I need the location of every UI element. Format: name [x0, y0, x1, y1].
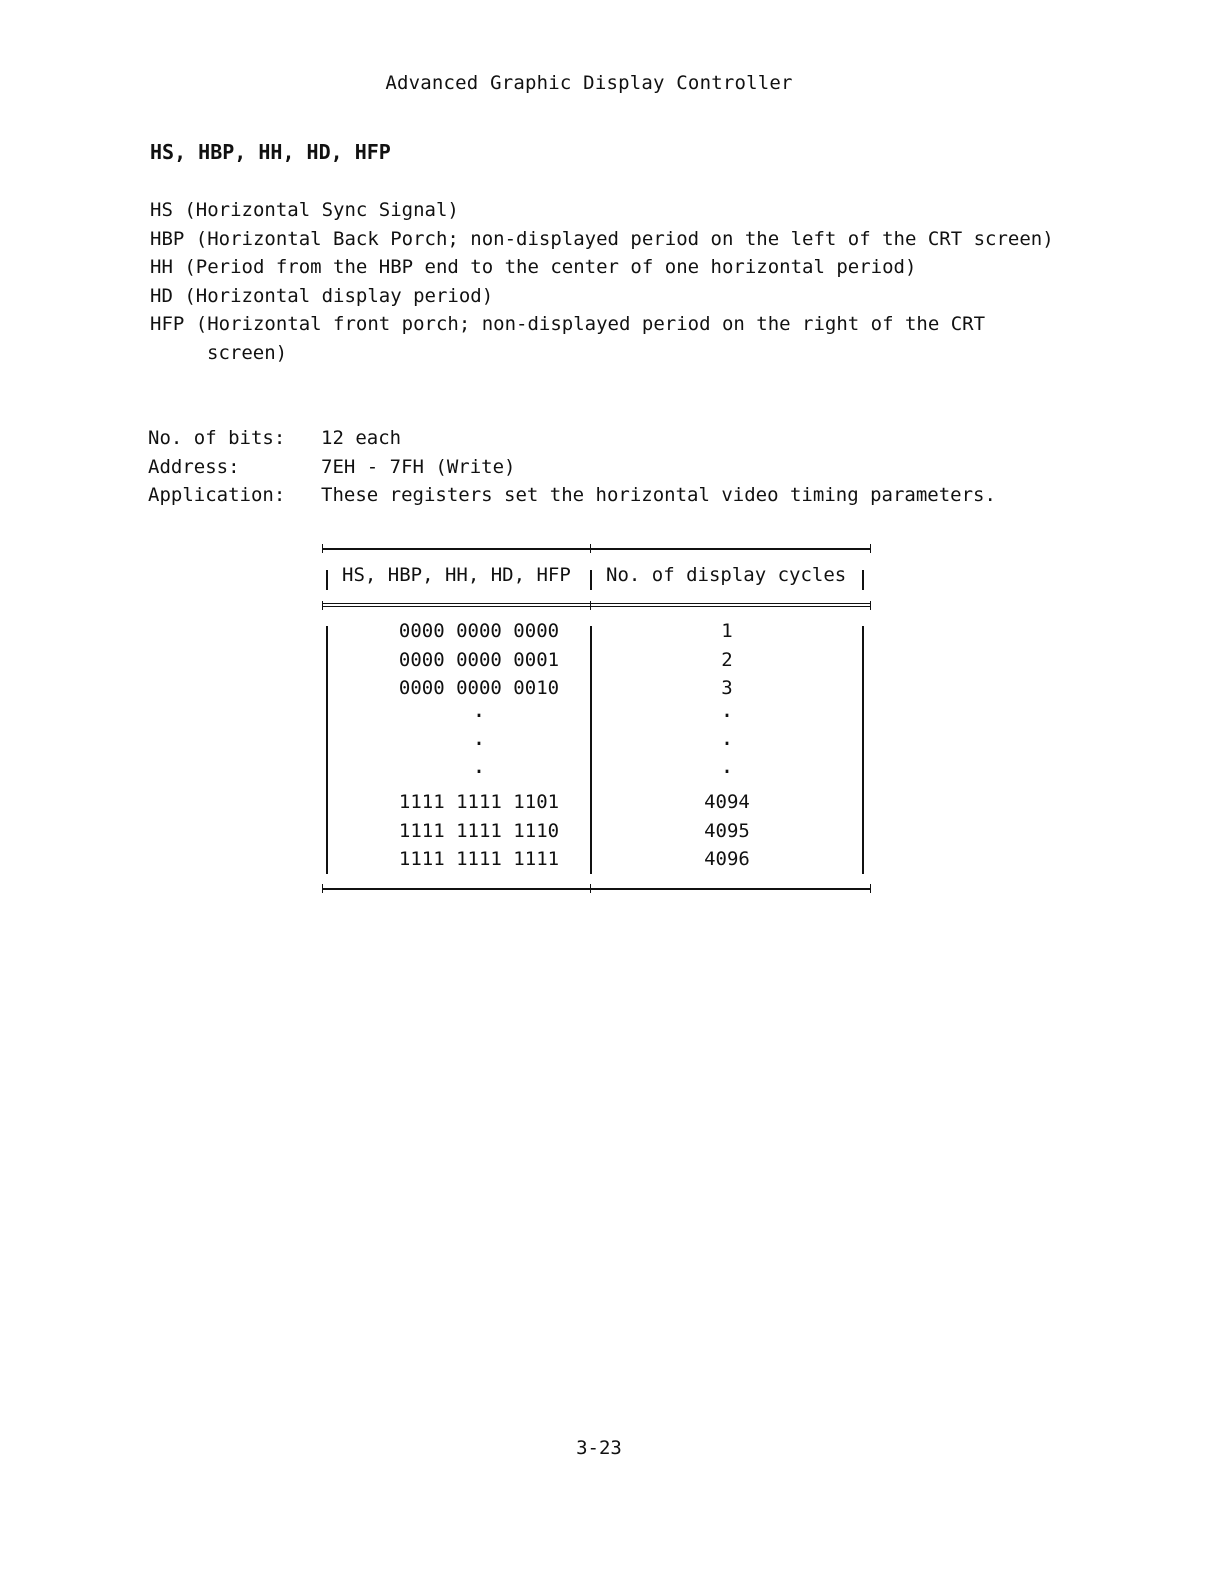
column-divider: [862, 570, 864, 590]
table-header-rule: [322, 603, 870, 607]
address-value: 7EH - 7FH (Write): [321, 455, 516, 478]
corner-marker: [586, 601, 595, 610]
table-top-rule: [322, 548, 870, 550]
cycles-table: [322, 540, 872, 896]
corner-marker: [586, 884, 595, 893]
register-info: [148, 424, 996, 510]
section-title: HS, HBP, HH, HD, HFP: [150, 140, 391, 164]
bits-value: 12 each: [321, 427, 402, 449]
cell-cycle-count: 2: [721, 649, 733, 671]
ellipsis-dot: .: [720, 754, 734, 779]
address-label: Address:: [148, 455, 240, 478]
application-label: Application:: [148, 484, 286, 506]
column-divider: [862, 626, 864, 874]
corner-marker: [866, 544, 875, 553]
page-number: 3-23: [576, 1437, 622, 1459]
definition-hd: HD (Horizontal display period): [150, 284, 494, 307]
ellipsis-dot: .: [472, 754, 486, 779]
column-divider: [590, 570, 592, 590]
corner-marker: [318, 544, 327, 553]
cell-register-value: 1111 1111 1101: [398, 791, 560, 813]
cell-cycle-count: 1: [721, 620, 733, 642]
cell-register-value: 0000 0000 0010: [398, 677, 560, 699]
cell-cycle-count: 4094: [704, 791, 750, 813]
corner-marker: [866, 601, 875, 610]
cell-cycle-count: 4096: [704, 848, 750, 870]
corner-marker: [318, 601, 327, 610]
corner-marker: [318, 884, 327, 893]
application-row: [148, 481, 996, 510]
definition-hfp: HFP (Horizontal front porch; non-displayed period on the right of the CRT: [150, 313, 986, 335]
ellipsis-dot: .: [472, 726, 486, 751]
table-bottom-rule: [322, 888, 870, 890]
header-display-cycles: No. of display cycles: [606, 564, 847, 586]
definition-hh: HH (Period from the HBP end to the center of one horizontal period): [150, 256, 917, 278]
ellipsis-dot: .: [720, 726, 734, 751]
column-divider: [326, 626, 328, 874]
definition-hfp-continuation: screen): [207, 341, 288, 364]
definition-hs: HS (Horizontal Sync Signal): [150, 199, 459, 221]
cell-cycle-count: 4095: [704, 820, 750, 842]
column-divider: [326, 570, 328, 590]
cell-register-value: 1111 1111 1111: [398, 848, 560, 870]
ellipsis-dot: .: [472, 698, 486, 723]
page-header: Advanced Graphic Display Controller: [385, 72, 793, 94]
definition-hbp: HBP (Horizontal Back Porch; non-displayed period on the left of the CRT screen): [150, 227, 1054, 250]
ellipsis-dot: .: [720, 698, 734, 723]
cell-register-value: 0000 0000 0000: [398, 620, 560, 642]
bits-row: [148, 424, 996, 453]
corner-marker: [586, 544, 595, 553]
cell-register-value: 1111 1111 1110: [398, 820, 560, 842]
cell-cycle-count: 3: [721, 677, 733, 699]
definitions-list: [150, 196, 1054, 367]
cell-register-value: 0000 0000 0001: [398, 649, 560, 671]
application-value: These registers set the horizontal video timing parameters.: [321, 484, 996, 506]
bits-label: No. of bits:: [148, 427, 286, 449]
header-registers: HS, HBP, HH, HD, HFP: [342, 564, 571, 586]
corner-marker: [866, 884, 875, 893]
address-row: [148, 453, 996, 482]
